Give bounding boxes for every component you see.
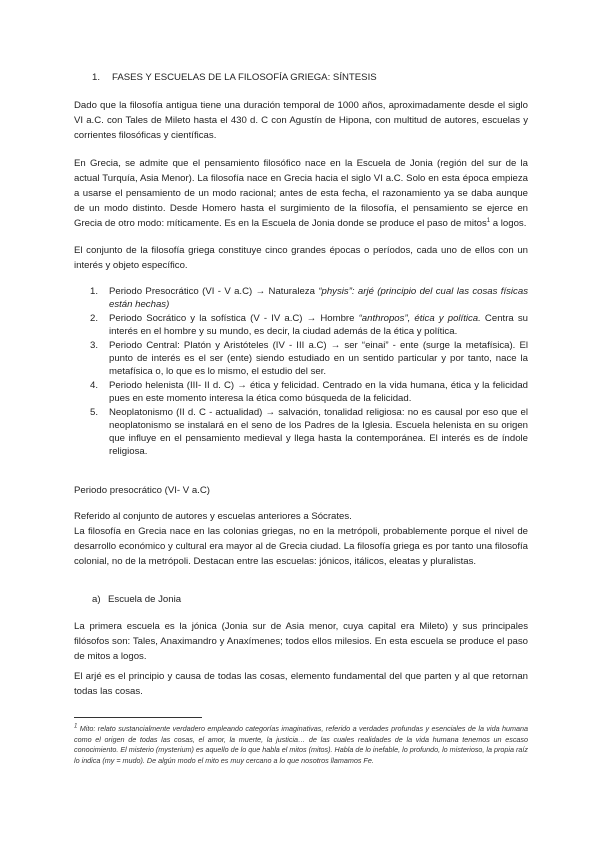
list-item: 5. Neoplatonismo (II d. C - actualidad) → salvación, tonalidad religiosa: no es causal por eso que el neoplatonismo se instalará en el seno de los Padres de la Iglesia. Escuela helenista en su origen que influye en el pensamiento medieval y llega hasta la contemporánea. El interés es de índole religiosa. <box>90 407 528 457</box>
presocratic-body: La filosofía en Grecia nace en las colonias griegas, no en la metrópoli, probablemente porque el nivel de desarrollo económico y cultural era mayor al de Grecia ciudad. La filosofía griega es por tanto una filosofía colonial, no de la metrópoli. Destacan entre las escuelas: jónicos, itálicos, eleatas y pluralistas. <box>74 526 528 567</box>
footnote <box>74 724 528 766</box>
periods-list <box>74 285 528 459</box>
jonia-marker: a) <box>92 594 101 605</box>
jonia-paragraph-1: La primera escuela es la jónica (Jonia sur de Asia menor, cuya capital era Mileto) y sus principales filósofos son: Tales, Anaximandro y Anaxímenes; todos ellos milesios. En esta escuela se produce el paso de mitos a logos. <box>74 621 528 662</box>
presocratic-paragraph <box>74 509 528 569</box>
grecia-text-end: a logos. <box>490 218 527 229</box>
jonia-title: Escuela de Jonia <box>108 594 182 605</box>
list-item: 3. Periodo Central: Platón y Aristóteles (IV - III a.C) → ser “einai” - ente (surge la metafísica). El punto de interés es el ser (ente) siendo estudiado en un sentido particular y por tanto, nace la metafísica o, lo que es lo mismo, el estudio del ser. <box>90 340 528 377</box>
footnote-mark: 1 <box>74 723 78 730</box>
list-item: 1. Periodo Presocrático (VI - V a.C) → Naturaleza “physis”: arjé (principio del cual las cosas físicas están hechas) <box>90 286 528 310</box>
presocratic-line1: Referido al conjunto de autores y escuelas anteriores a Sócrates. <box>74 511 352 522</box>
section-title: FASES Y ESCUELAS DE LA FILOSOFÍA GRIEGA: SÍNTESIS <box>112 72 377 83</box>
section-number: 1. <box>92 72 101 83</box>
grecia-paragraph <box>74 156 528 231</box>
list-item: 2. Periodo Socrático y la sofística (V - IV a.C) → Hombre “anthropos”, ética y política. Centra su interés en el hombre y su mundo, es decir, la ciudad además de la ética y política. <box>90 313 528 337</box>
presocratic-title: Periodo presocrático (VI- V a.C) <box>74 485 210 496</box>
epochs-intro: El conjunto de la filosofía griega constituye cinco grandes épocas o períodos, cada uno de ellos con un interés y objeto específico. <box>74 245 528 271</box>
list-item: 4. Periodo helenista (III- II d. C) → ética y felicidad. Centrado en la vida humana, ética y la felicidad pues en este momento interesa la ética como búsqueda de la felicidad. <box>90 380 528 404</box>
intro-paragraph: Dado que la filosofía antigua tiene una duración temporal de 1000 años, aproximadamente desde el siglo VI a.C. con Tales de Mileto hasta el 430 d. C con Agustín de Hipona, con multitud de autores, escuelas y corrientes filosóficas y científicas. <box>74 100 528 141</box>
jonia-paragraph-2: El arjé es el principio y causa de todas las cosas, elemento fundamental del que parten y al que retornan todas las cosas. <box>74 671 528 697</box>
footnote-ref: 1 <box>486 217 491 224</box>
grecia-text: En Grecia, se admite que el pensamiento filosófico nace en la Escuela de Jonia (región del sur de la actual Turquía, Asia Menor). La filosofía nace en Grecia hacia el siglo VI a.C. Solo en esta época empieza a usarse el pensamiento de un modo racional; antes de esta fecha, el razonamiento ya se daba aunque de un modo distinto. Desde Homero hasta el surgimiento de la filosofía, el pensamiento se ejerce en Grecia de otro modo: míticamente. Es en la Escuela de Jonia donde se produce el paso de mitos <box>74 158 528 229</box>
jonia-heading <box>92 592 546 607</box>
footnote-text: Mito: relato sustancialmente verdadero empleando categorías imaginativas, referido a verdades profundas y esenciales de la vida humana como el origen de todas las cosas, el amor, la muerte, la justicia… de las cuales realidades de la vida humana tenemos un escaso conocimiento. El misterio (mysterium) es aquello de lo que habla el mitos (mitos). Habla de lo inefable, lo profundo, lo misterioso, la propia raíz lo indica (my = mudo). De algún modo el mito es muy cercano a lo que nosotros llamamos Fe. <box>74 724 528 765</box>
footnote-divider <box>74 717 202 718</box>
section-heading <box>92 70 546 85</box>
